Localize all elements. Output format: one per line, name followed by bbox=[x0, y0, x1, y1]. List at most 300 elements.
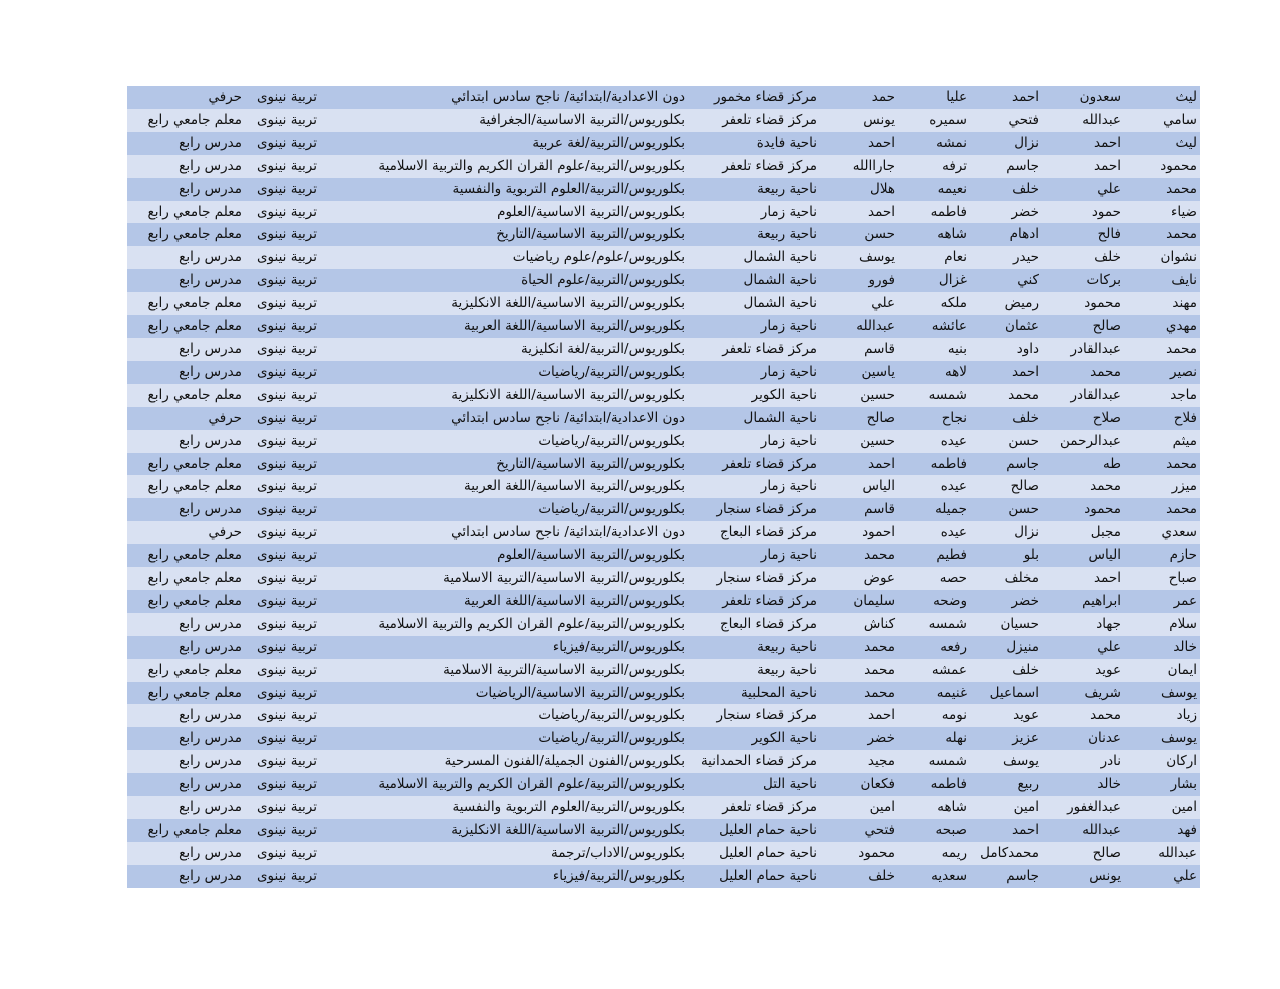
cell-directorate: تربية نينوى bbox=[256, 822, 317, 838]
cell-father-name: خالد bbox=[1097, 776, 1121, 793]
table-row bbox=[127, 132, 1200, 155]
table-row bbox=[127, 361, 1200, 384]
cell-grandfather-name: عويد bbox=[1013, 707, 1039, 724]
cell-location: ناحية زمار bbox=[760, 203, 817, 220]
cell-directorate: تربية نينوى bbox=[256, 318, 317, 335]
cell-directorate: تربية نينوى bbox=[256, 501, 317, 518]
cell-qualification: بكلوريوس/التربية الاساسية/التربية الاسلامية bbox=[443, 570, 685, 587]
cell-mother-father-name: حسن bbox=[864, 226, 895, 243]
cell-mother-name: شاهه bbox=[937, 799, 967, 816]
cell-directorate: تربية نينوى bbox=[256, 134, 317, 151]
cell-job-title: معلم جامعي رابع bbox=[147, 684, 242, 701]
cell-location: مركز قضاء تلعفر bbox=[722, 111, 817, 128]
table-row bbox=[127, 86, 1200, 109]
cell-mother-name: صبحه bbox=[935, 822, 967, 838]
cell-location: ناحية زمار bbox=[760, 478, 817, 495]
cell-directorate: تربية نينوى bbox=[256, 844, 317, 861]
cell-qualification: بكلوريوس/الفنون الجميلة/الفنون المسرحية bbox=[444, 753, 685, 770]
cell-mother-name: ملكه bbox=[940, 295, 967, 312]
cell-mother-father-name: احمود bbox=[862, 524, 895, 541]
cell-location: ناحية زمار bbox=[760, 432, 817, 449]
cell-qualification: بكلوريوس/التربية/رياضيات bbox=[538, 432, 685, 449]
cell-father-name: محمود bbox=[1084, 501, 1121, 518]
cell-qualification: بكلوريوس/التربية الاساسية/اللغة العربية bbox=[464, 478, 685, 495]
table-row bbox=[127, 865, 1200, 888]
cell-father-name: شريف bbox=[1084, 684, 1121, 701]
cell-first-name: يوسف bbox=[1160, 730, 1197, 747]
cell-first-name: ضياء bbox=[1171, 203, 1197, 220]
cell-qualification: بكلوريوس/التربية/العلوم التربوية والنفسية bbox=[452, 180, 685, 197]
table-row bbox=[127, 567, 1200, 590]
table-row bbox=[127, 590, 1200, 613]
cell-father-name: احمد bbox=[1094, 157, 1121, 174]
table-row bbox=[127, 613, 1200, 636]
cell-grandfather-name: خضر bbox=[1011, 203, 1039, 220]
cell-grandfather-name: محمدكامل bbox=[980, 844, 1039, 861]
cell-mother-name: فطيم bbox=[936, 547, 967, 564]
cell-job-title: معلم جامعي رابع bbox=[147, 547, 242, 564]
cell-directorate: تربية نينوى bbox=[256, 730, 317, 747]
cell-first-name: ليث bbox=[1175, 89, 1197, 105]
cell-first-name: اركان bbox=[1166, 753, 1197, 770]
cell-location: مركز قضاء البعاج bbox=[719, 615, 817, 632]
cell-mother-father-name: احمد bbox=[868, 455, 895, 472]
cell-father-name: محمد bbox=[1090, 707, 1121, 724]
cell-location: ناحية ربيعة bbox=[757, 180, 817, 197]
cell-mother-name: فاطمه bbox=[930, 455, 967, 472]
cell-job-title: مدرس رابع bbox=[179, 157, 242, 174]
cell-grandfather-name: ادهام bbox=[1009, 226, 1039, 243]
cell-directorate: تربية نينوى bbox=[256, 180, 317, 197]
cell-father-name: علي bbox=[1097, 638, 1121, 655]
cell-qualification: بكلوريوس/التربية الاساسية/اللغة العربية bbox=[464, 592, 685, 609]
cell-directorate: تربية نينوى bbox=[256, 707, 317, 724]
cell-mother-name: عائشه bbox=[931, 318, 967, 335]
cell-job-title: مدرس رابع bbox=[179, 249, 242, 266]
table-row bbox=[127, 636, 1200, 659]
cell-mother-name: نهله bbox=[945, 730, 967, 747]
cell-grandfather-name: جاسم bbox=[1006, 867, 1039, 884]
cell-qualification: دون الاعدادية/ابتدائية/ ناجح سادس ابتدائي bbox=[451, 89, 685, 105]
cell-grandfather-name: جاسم bbox=[1006, 455, 1039, 472]
cell-grandfather-name: منيزل bbox=[1006, 638, 1039, 655]
cell-mother-father-name: محمد bbox=[864, 547, 895, 564]
cell-grandfather-name: احمد bbox=[1012, 822, 1039, 838]
cell-father-name: يونس bbox=[1089, 867, 1121, 884]
cell-father-name: عبدالرحمن bbox=[1060, 432, 1121, 449]
cell-mother-father-name: محمد bbox=[864, 638, 895, 655]
cell-mother-name: نومه bbox=[941, 707, 967, 724]
table-row bbox=[127, 338, 1200, 361]
cell-location: مركز قضاء البعاج bbox=[719, 524, 817, 541]
cell-mother-father-name: محمد bbox=[864, 661, 895, 678]
cell-location: ناحية الشمال bbox=[743, 249, 817, 266]
cell-mother-father-name: قاسم bbox=[864, 501, 895, 518]
cell-qualification: بكلوريوس/التربية/علوم القران الكريم والتربية الاسلامية bbox=[378, 157, 685, 174]
cell-directorate: تربية نينوى bbox=[256, 409, 317, 426]
cell-qualification: دون الاعدادية/ابتدائية/ ناجح سادس ابتدائي bbox=[451, 524, 685, 541]
cell-job-title: مدرس رابع bbox=[179, 776, 242, 793]
table-row bbox=[127, 842, 1200, 865]
table-row bbox=[127, 201, 1200, 224]
cell-first-name: فهد bbox=[1177, 822, 1197, 838]
cell-directorate: تربية نينوى bbox=[256, 615, 317, 632]
cell-location: ناحية حمام العليل bbox=[719, 822, 817, 838]
cell-grandfather-name: داود bbox=[1016, 340, 1039, 357]
cell-mother-father-name: خلف bbox=[868, 867, 895, 884]
cell-first-name: محمد bbox=[1166, 501, 1197, 518]
cell-directorate: تربية نينوى bbox=[256, 226, 317, 243]
cell-mother-name: وضحه bbox=[933, 592, 967, 609]
cell-first-name: محمد bbox=[1166, 340, 1197, 357]
table-row bbox=[127, 178, 1200, 201]
cell-job-title: معلم جامعي رابع bbox=[147, 822, 242, 838]
cell-father-name: ابراهيم bbox=[1082, 592, 1121, 609]
cell-directorate: تربية نينوى bbox=[256, 524, 317, 541]
table-row bbox=[127, 773, 1200, 796]
cell-job-title: حرفي bbox=[208, 409, 242, 426]
cell-mother-father-name: حسين bbox=[860, 386, 895, 403]
cell-first-name: حازم bbox=[1169, 547, 1197, 564]
cell-grandfather-name: فتحي bbox=[1008, 111, 1039, 128]
cell-qualification: بكلوريوس/التربية/علوم القران الكريم والتربية الاسلامية bbox=[378, 776, 685, 793]
cell-mother-name: عيده bbox=[940, 524, 967, 541]
table-body bbox=[127, 86, 1200, 888]
cell-father-name: صلاح bbox=[1092, 409, 1121, 426]
cell-grandfather-name: عزيز bbox=[1012, 730, 1039, 747]
cell-directorate: تربية نينوى bbox=[256, 340, 317, 357]
cell-job-title: مدرس رابع bbox=[179, 363, 242, 380]
cell-qualification: بكلوريوس/التربية/رياضيات bbox=[538, 501, 685, 518]
cell-father-name: عبدالقادر bbox=[1070, 340, 1121, 357]
cell-grandfather-name: نزال bbox=[1014, 524, 1039, 541]
cell-mother-father-name: مجيد bbox=[867, 753, 895, 770]
cell-qualification: بكلوريوس/التربية/علوم الحياة bbox=[521, 272, 685, 289]
cell-location: ناحية التل bbox=[763, 776, 817, 793]
cell-mother-name: جميله bbox=[935, 501, 967, 518]
cell-location: مركز قضاء سنجار bbox=[716, 707, 817, 724]
table-row bbox=[127, 269, 1200, 292]
cell-mother-name: حصه bbox=[939, 570, 967, 587]
cell-first-name: بشار bbox=[1170, 776, 1197, 793]
cell-directorate: تربية نينوى bbox=[256, 570, 317, 587]
cell-grandfather-name: حيدر bbox=[1012, 249, 1039, 266]
cell-mother-father-name: سليمان bbox=[853, 592, 895, 609]
cell-mother-name: ريمه bbox=[941, 844, 967, 861]
cell-job-title: مدرس رابع bbox=[179, 134, 242, 151]
table-row bbox=[127, 521, 1200, 544]
cell-father-name: عبدالقادر bbox=[1070, 386, 1121, 403]
cell-location: ناحية ربيعة bbox=[757, 638, 817, 655]
cell-father-name: خلف bbox=[1094, 249, 1121, 266]
cell-mother-father-name: ياسين bbox=[861, 363, 895, 380]
cell-location: ناحية زمار bbox=[760, 363, 817, 380]
cell-qualification: بكلوريوس/الاداب/ترجمة bbox=[551, 844, 685, 861]
cell-father-name: عبدالله bbox=[1082, 111, 1121, 128]
cell-qualification: بكلوريوس/التربية الاساسية/التاريخ bbox=[496, 455, 685, 472]
cell-mother-name: رفعه bbox=[940, 638, 967, 655]
cell-qualification: دون الاعدادية/ابتدائية/ ناجح سادس ابتدائي bbox=[451, 409, 685, 426]
cell-location: مركز قضاء تلعفر bbox=[722, 340, 817, 357]
cell-first-name: ميزر bbox=[1171, 478, 1197, 495]
cell-qualification: بكلوريوس/التربية الاساسية/اللغة الانكليزية bbox=[451, 386, 685, 403]
cell-first-name: محمد bbox=[1166, 180, 1197, 197]
cell-mother-father-name: محمد bbox=[864, 684, 895, 701]
cell-first-name: يوسف bbox=[1160, 684, 1197, 701]
cell-location: ناحية الكوير bbox=[751, 730, 817, 747]
cell-mother-name: سميره bbox=[929, 111, 967, 128]
cell-mother-name: نمشه bbox=[936, 134, 967, 151]
cell-mother-name: شاهه bbox=[937, 226, 967, 243]
cell-mother-father-name: كناش bbox=[863, 615, 895, 632]
cell-mother-father-name: الياس bbox=[862, 478, 895, 495]
cell-first-name: سامي bbox=[1163, 111, 1197, 128]
cell-father-name: عبدالغفور bbox=[1067, 799, 1121, 816]
cell-first-name: محمد bbox=[1166, 226, 1197, 243]
cell-qualification: بكلوريوس/علوم/علوم رياضيات bbox=[512, 249, 685, 266]
cell-location: ناحية حمام العليل bbox=[719, 867, 817, 884]
cell-job-title: معلم جامعي رابع bbox=[147, 661, 242, 678]
cell-qualification: بكلوريوس/التربية الاساسية/التاريخ bbox=[496, 226, 685, 243]
cell-location: ناحية ربيعة bbox=[757, 661, 817, 678]
cell-mother-father-name: امين bbox=[869, 799, 895, 816]
cell-location: ناحية الشمال bbox=[743, 409, 817, 426]
cell-location: ناحية زمار bbox=[760, 547, 817, 564]
cell-grandfather-name: خلف bbox=[1012, 661, 1039, 678]
cell-father-name: سعدون bbox=[1079, 89, 1121, 105]
cell-directorate: تربية نينوى bbox=[256, 547, 317, 564]
table-row bbox=[127, 155, 1200, 178]
cell-first-name: ايمان bbox=[1167, 661, 1197, 678]
cell-job-title: معلم جامعي رابع bbox=[147, 318, 242, 335]
cell-qualification: بكلوريوس/التربية الاساسية/العلوم bbox=[497, 547, 685, 564]
cell-job-title: مدرس رابع bbox=[179, 638, 242, 655]
cell-first-name: محمود bbox=[1160, 157, 1197, 174]
cell-location: مركز قضاء تلعفر bbox=[722, 592, 817, 609]
cell-mother-father-name: فكعان bbox=[860, 776, 895, 793]
table-row bbox=[127, 246, 1200, 269]
cell-location: مركز قضاء تلعفر bbox=[722, 799, 817, 816]
table-row bbox=[127, 315, 1200, 338]
cell-mother-father-name: احمد bbox=[868, 707, 895, 724]
cell-job-title: مدرس رابع bbox=[179, 340, 242, 357]
cell-grandfather-name: خلف bbox=[1012, 180, 1039, 197]
table-row bbox=[127, 544, 1200, 567]
cell-first-name: خالد bbox=[1173, 638, 1197, 655]
table-row bbox=[127, 223, 1200, 246]
cell-mother-father-name: احمد bbox=[868, 203, 895, 220]
cell-qualification: بكلوريوس/التربية الاساسية/اللغة الانكليزية bbox=[451, 822, 685, 838]
cell-job-title: مدرس رابع bbox=[179, 272, 242, 289]
cell-father-name: فالح bbox=[1097, 226, 1121, 243]
cell-grandfather-name: رميض bbox=[1004, 295, 1039, 312]
table-row bbox=[127, 498, 1200, 521]
cell-grandfather-name: جاسم bbox=[1006, 157, 1039, 174]
cell-father-name: احمد bbox=[1094, 570, 1121, 587]
cell-father-name: محمود bbox=[1084, 295, 1121, 312]
cell-qualification: بكلوريوس/التربية/رياضيات bbox=[538, 363, 685, 380]
cell-father-name: حمود bbox=[1091, 203, 1121, 220]
cell-first-name: نصير bbox=[1170, 363, 1197, 380]
cell-mother-name: فاطمه bbox=[930, 203, 967, 220]
cell-directorate: تربية نينوى bbox=[256, 684, 317, 701]
cell-mother-name: عليا bbox=[946, 89, 967, 105]
cell-grandfather-name: حسن bbox=[1008, 432, 1039, 449]
cell-first-name: امين bbox=[1171, 799, 1197, 816]
table-row bbox=[127, 727, 1200, 750]
cell-directorate: تربية نينوى bbox=[256, 203, 317, 220]
cell-directorate: تربية نينوى bbox=[256, 386, 317, 403]
cell-grandfather-name: بلو bbox=[1023, 547, 1039, 564]
cell-grandfather-name: صالح bbox=[1010, 478, 1039, 495]
table-row bbox=[127, 750, 1200, 773]
cell-directorate: تربية نينوى bbox=[256, 661, 317, 678]
cell-mother-name: ترفه bbox=[942, 157, 967, 174]
cell-mother-name: شمسه bbox=[928, 386, 967, 403]
cell-job-title: حرفي bbox=[208, 524, 242, 541]
cell-mother-father-name: هلال bbox=[870, 180, 895, 197]
cell-mother-father-name: احمد bbox=[868, 134, 895, 151]
cell-job-title: مدرس رابع bbox=[179, 730, 242, 747]
cell-directorate: تربية نينوى bbox=[256, 363, 317, 380]
cell-father-name: طه bbox=[1103, 455, 1121, 472]
cell-mother-name: نعيمه bbox=[937, 180, 967, 197]
employee-table bbox=[127, 86, 1200, 888]
cell-grandfather-name: احمد bbox=[1012, 363, 1039, 380]
cell-qualification: بكلوريوس/التربية الاساسية/اللغة الانكليزية bbox=[451, 295, 685, 312]
cell-father-name: عبدالله bbox=[1082, 822, 1121, 838]
cell-father-name: محمد bbox=[1090, 478, 1121, 495]
table-row bbox=[127, 704, 1200, 727]
cell-grandfather-name: ربيع bbox=[1017, 776, 1039, 793]
cell-mother-name: نجاح bbox=[941, 409, 967, 426]
cell-directorate: تربية نينوى bbox=[256, 111, 317, 128]
cell-qualification: بكلوريوس/التربية الاساسية/العلوم bbox=[497, 203, 685, 220]
cell-qualification: بكلوريوس/التربية/لغة انكليزية bbox=[520, 340, 685, 357]
cell-location: ناحية المحلبية bbox=[740, 684, 817, 701]
cell-first-name: علي bbox=[1173, 867, 1197, 884]
cell-father-name: بركات bbox=[1086, 272, 1121, 289]
cell-directorate: تربية نينوى bbox=[256, 799, 317, 816]
cell-grandfather-name: مخلف bbox=[1004, 570, 1039, 587]
cell-mother-father-name: صالح bbox=[866, 409, 895, 426]
cell-mother-name: غنيمه bbox=[936, 684, 967, 701]
cell-grandfather-name: حسيان bbox=[1000, 615, 1039, 632]
cell-qualification: بكلوريوس/التربية الاساسية/التربية الاسلامية bbox=[443, 661, 685, 678]
cell-qualification: بكلوريوس/التربية/رياضيات bbox=[538, 707, 685, 724]
cell-mother-name: بنيه bbox=[947, 340, 967, 357]
cell-job-title: مدرس رابع bbox=[179, 799, 242, 816]
cell-first-name: نشوان bbox=[1160, 249, 1197, 266]
cell-location: مركز قضاء تلعفر bbox=[722, 455, 817, 472]
cell-father-name: محمد bbox=[1090, 363, 1121, 380]
cell-location: مركز قضاء مخمور bbox=[713, 89, 817, 105]
cell-grandfather-name: امين bbox=[1013, 799, 1039, 816]
cell-first-name: ليث bbox=[1175, 134, 1197, 151]
cell-first-name: مهدي bbox=[1165, 318, 1197, 335]
cell-first-name: فلاح bbox=[1173, 409, 1197, 426]
cell-location: ناحية زمار bbox=[760, 318, 817, 335]
cell-mother-name: غزال bbox=[938, 272, 967, 289]
cell-first-name: عبدالله bbox=[1158, 844, 1197, 861]
cell-first-name: مهند bbox=[1172, 295, 1197, 312]
cell-job-title: مدرس رابع bbox=[179, 867, 242, 884]
cell-father-name: صالح bbox=[1092, 844, 1121, 861]
cell-directorate: تربية نينوى bbox=[256, 295, 317, 312]
cell-mother-father-name: خضر bbox=[867, 730, 895, 747]
cell-location: مركز قضاء الحمدانية bbox=[700, 753, 817, 770]
cell-mother-father-name: يونس bbox=[863, 111, 895, 128]
table-row bbox=[127, 475, 1200, 498]
cell-directorate: تربية نينوى bbox=[256, 89, 317, 105]
cell-grandfather-name: حسن bbox=[1008, 501, 1039, 518]
cell-mother-name: نعام bbox=[944, 249, 967, 266]
cell-grandfather-name: خلف bbox=[1012, 409, 1039, 426]
cell-directorate: تربية نينوى bbox=[256, 249, 317, 266]
table-row bbox=[127, 796, 1200, 819]
table-row bbox=[127, 430, 1200, 453]
cell-mother-father-name: علي bbox=[871, 295, 895, 312]
cell-mother-name: لاهه bbox=[944, 363, 967, 380]
cell-father-name: جهاد bbox=[1096, 615, 1121, 632]
cell-location: مركز قضاء سنجار bbox=[716, 570, 817, 587]
cell-job-title: مدرس رابع bbox=[179, 180, 242, 197]
cell-mother-father-name: حسين bbox=[860, 432, 895, 449]
cell-first-name: صباح bbox=[1168, 570, 1197, 587]
cell-job-title: مدرس رابع bbox=[179, 501, 242, 518]
cell-qualification: بكلوريوس/التربية الاساسية/الرياضيات bbox=[475, 684, 685, 701]
cell-father-name: الياس bbox=[1088, 547, 1121, 564]
cell-grandfather-name: محمد bbox=[1008, 386, 1039, 403]
cell-directorate: تربية نينوى bbox=[256, 272, 317, 289]
cell-grandfather-name: نزال bbox=[1014, 134, 1039, 151]
cell-mother-father-name: عوض bbox=[863, 570, 895, 587]
cell-mother-father-name: حمد bbox=[871, 89, 895, 105]
table-row bbox=[127, 109, 1200, 132]
cell-grandfather-name: احمد bbox=[1012, 89, 1039, 105]
cell-job-title: معلم جامعي رابع bbox=[147, 570, 242, 587]
cell-father-name: عويد bbox=[1095, 661, 1121, 678]
cell-directorate: تربية نينوى bbox=[256, 478, 317, 495]
cell-mother-name: فاطمه bbox=[930, 776, 967, 793]
cell-location: ناحية الكوير bbox=[751, 386, 817, 403]
cell-father-name: احمد bbox=[1094, 134, 1121, 151]
cell-job-title: معلم جامعي رابع bbox=[147, 203, 242, 220]
cell-directorate: تربية نينوى bbox=[256, 753, 317, 770]
cell-mother-father-name: عبدالله bbox=[856, 318, 895, 335]
cell-location: ناحية ربيعة bbox=[757, 226, 817, 243]
table-row bbox=[127, 659, 1200, 682]
table-row bbox=[127, 819, 1200, 842]
cell-job-title: معلم جامعي رابع bbox=[147, 295, 242, 312]
cell-grandfather-name: عثمان bbox=[1005, 318, 1039, 335]
cell-job-title: معلم جامعي رابع bbox=[147, 226, 242, 243]
cell-first-name: سلام bbox=[1169, 615, 1197, 632]
cell-job-title: معلم جامعي رابع bbox=[147, 478, 242, 495]
cell-job-title: حرفي bbox=[208, 89, 242, 105]
cell-mother-father-name: جاراالله bbox=[852, 157, 895, 174]
cell-directorate: تربية نينوى bbox=[256, 157, 317, 174]
cell-mother-father-name: يوسف bbox=[858, 249, 895, 266]
cell-qualification: بكلوريوس/التربية الاساسية/الجغرافية bbox=[479, 111, 685, 128]
cell-job-title: معلم جامعي رابع bbox=[147, 455, 242, 472]
cell-father-name: صالح bbox=[1092, 318, 1121, 335]
table-row bbox=[127, 292, 1200, 315]
table-row bbox=[127, 453, 1200, 476]
cell-job-title: معلم جامعي رابع bbox=[147, 592, 242, 609]
cell-grandfather-name: يوسف bbox=[1002, 753, 1039, 770]
cell-mother-name: شمسه bbox=[928, 615, 967, 632]
